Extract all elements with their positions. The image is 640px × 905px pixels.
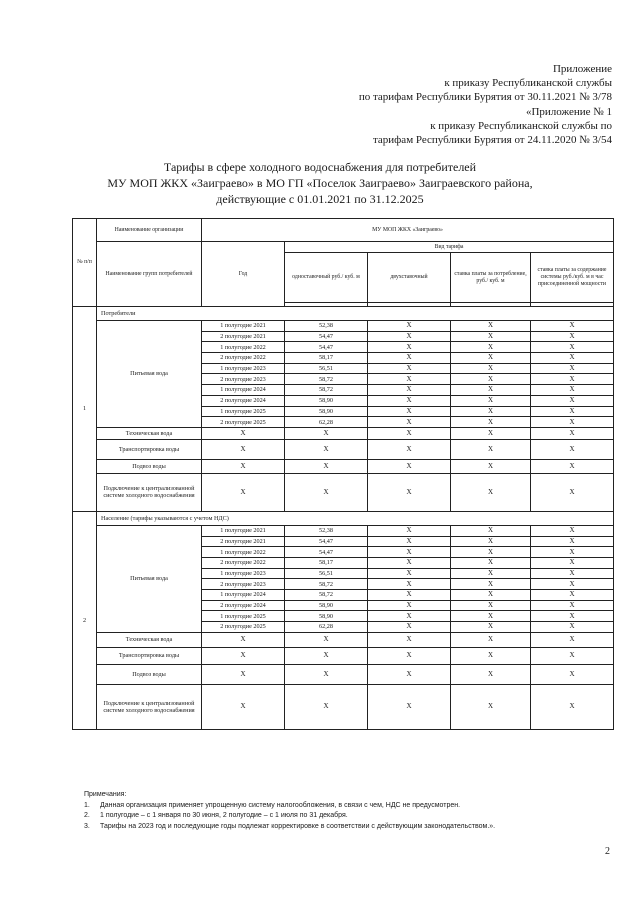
consumption-rate-header: ставка платы за потребление, руб./ куб. м <box>451 253 531 303</box>
x-cell: X <box>531 590 614 601</box>
x-cell: X <box>451 525 531 536</box>
x-cell: X <box>451 622 531 633</box>
x-cell: X <box>451 417 531 428</box>
x-cell: X <box>368 321 451 332</box>
single-rate-value: 58,72 <box>285 579 368 590</box>
x-cell: X <box>531 632 614 647</box>
x-cell: X <box>202 632 285 647</box>
x-cell: X <box>368 664 451 684</box>
x-cell: X <box>368 525 451 536</box>
group-header: Наименование групп потребителей <box>97 242 202 307</box>
x-cell: X <box>531 427 614 439</box>
single-rate-value: 62,28 <box>285 417 368 428</box>
x-cell: X <box>368 342 451 353</box>
period-cell: 1 полугодие 2022 <box>202 547 285 558</box>
drinking-water-label: Питьевая вода <box>97 525 202 632</box>
x-cell: X <box>368 536 451 547</box>
x-cell: X <box>451 611 531 622</box>
x-cell: X <box>531 557 614 568</box>
section-title: Население (тарифы указываются с учетом НДС) <box>97 511 614 525</box>
x-cell: X <box>531 385 614 396</box>
x-cell: X <box>531 321 614 332</box>
period-cell: 1 полугодие 2021 <box>202 321 285 332</box>
other-service-row <box>73 647 614 664</box>
x-cell: X <box>368 406 451 417</box>
x-cell: X <box>531 473 614 511</box>
other-service-row <box>73 473 614 511</box>
period-cell: 1 полугодие 2022 <box>202 342 285 353</box>
x-cell: X <box>368 427 451 439</box>
x-cell: X <box>531 406 614 417</box>
x-cell: X <box>531 664 614 684</box>
x-cell: X <box>285 647 368 664</box>
note-item: 2. 1 полугодие – с 1 января по 30 июня, 2 полугодие – с 1 июля по 31 декабря. <box>84 812 348 819</box>
service-label: Подключение к централизованной системе холодного водоснабжения <box>97 684 202 729</box>
x-cell: X <box>368 363 451 374</box>
x-cell: X <box>531 611 614 622</box>
period-cell: 1 полугодие 2023 <box>202 363 285 374</box>
header-line: к приказу Республиканской службы <box>444 77 612 90</box>
period-cell: 2 полугодие 2024 <box>202 600 285 611</box>
x-cell: X <box>368 395 451 406</box>
x-cell: X <box>368 568 451 579</box>
x-cell: X <box>285 664 368 684</box>
header-line: к приказу Республиканской службы по <box>430 119 612 132</box>
x-cell: X <box>451 374 531 385</box>
period-cell: 1 полугодие 2024 <box>202 590 285 601</box>
tariff-table <box>72 218 614 730</box>
x-cell: X <box>531 353 614 364</box>
x-cell: X <box>451 547 531 558</box>
single-rate-value: 58,72 <box>285 590 368 601</box>
tariff-period-row <box>73 321 614 332</box>
section-title-row <box>73 307 614 321</box>
single-rate-value: 58,90 <box>285 395 368 406</box>
section-title: Потребители <box>97 307 614 321</box>
org-name-header: МУ МОП ЖКХ «Заиграево» <box>202 219 614 242</box>
x-cell: X <box>531 622 614 633</box>
other-service-row <box>73 459 614 473</box>
x-cell: X <box>451 439 531 459</box>
header-line: «Приложение № 1 <box>525 105 612 118</box>
period-cell: 1 полугодие 2025 <box>202 406 285 417</box>
service-label: Подвоз воды <box>97 459 202 473</box>
service-label: Транспортировка воды <box>97 439 202 459</box>
drinking-water-label: Питьевая вода <box>97 321 202 428</box>
x-cell: X <box>368 647 451 664</box>
single-rate-value: 52,38 <box>285 321 368 332</box>
other-service-row <box>73 632 614 647</box>
x-cell: X <box>368 600 451 611</box>
x-cell: X <box>368 590 451 601</box>
x-cell: X <box>368 557 451 568</box>
x-cell: X <box>451 331 531 342</box>
x-cell: X <box>451 647 531 664</box>
year-header: Год <box>202 242 285 307</box>
x-cell: X <box>451 353 531 364</box>
x-cell: X <box>368 632 451 647</box>
x-cell: X <box>531 568 614 579</box>
x-cell: X <box>368 374 451 385</box>
x-cell: X <box>368 331 451 342</box>
x-cell: X <box>285 684 368 729</box>
single-rate-value: 58,90 <box>285 611 368 622</box>
title-line: действующие с 01.01.2021 по 31.12.2025 <box>216 192 424 206</box>
service-label: Транспортировка воды <box>97 647 202 664</box>
period-cell: 2 полугодие 2023 <box>202 579 285 590</box>
x-cell: X <box>368 385 451 396</box>
service-label: Техническая вода <box>97 632 202 647</box>
period-cell: 2 полугодие 2025 <box>202 417 285 428</box>
x-cell: X <box>451 536 531 547</box>
x-cell: X <box>202 459 285 473</box>
service-label: Подключение к централизованной системе холодного водоснабжения <box>97 473 202 511</box>
x-cell: X <box>451 473 531 511</box>
header-line: тарифам Республики Бурятия от 24.11.2020 № 3/54 <box>372 134 612 147</box>
x-cell: X <box>451 459 531 473</box>
single-rate-value: 52,38 <box>285 525 368 536</box>
x-cell: X <box>531 547 614 558</box>
x-cell: X <box>368 439 451 459</box>
period-cell: 1 полугодие 2021 <box>202 525 285 536</box>
x-cell: X <box>531 536 614 547</box>
x-cell: X <box>451 363 531 374</box>
x-cell: X <box>451 664 531 684</box>
x-cell: X <box>451 342 531 353</box>
x-cell: X <box>368 473 451 511</box>
x-cell: X <box>285 439 368 459</box>
period-cell: 1 полугодие 2023 <box>202 568 285 579</box>
header-line: Приложение <box>552 63 612 75</box>
x-cell: X <box>285 459 368 473</box>
x-cell: X <box>531 600 614 611</box>
x-cell: X <box>202 473 285 511</box>
single-rate-value: 54,47 <box>285 342 368 353</box>
section-title-row <box>73 511 614 525</box>
note-item: 3. Тарифы на 2023 год и последующие годы подлежат корректировке в соответствии с действующим законодательством.». <box>84 822 496 830</box>
single-rate-value: 54,47 <box>285 331 368 342</box>
single-rate-value: 58,90 <box>285 406 368 417</box>
period-cell: 2 полугодие 2022 <box>202 557 285 568</box>
x-cell: X <box>285 632 368 647</box>
kind-header: Вид тарифа <box>285 242 614 253</box>
period-cell: 2 полугодие 2022 <box>202 353 285 364</box>
x-cell: X <box>285 427 368 439</box>
x-cell: X <box>451 600 531 611</box>
period-cell: 2 полугодие 2025 <box>202 622 285 633</box>
single-rate-value: 56,51 <box>285 363 368 374</box>
period-cell: 2 полугодие 2021 <box>202 331 285 342</box>
x-cell: X <box>531 647 614 664</box>
x-cell: X <box>368 547 451 558</box>
single-rate-value: 58,17 <box>285 557 368 568</box>
x-cell: X <box>451 395 531 406</box>
x-cell: X <box>531 374 614 385</box>
x-cell: X <box>368 459 451 473</box>
period-cell: 2 полугодие 2023 <box>202 374 285 385</box>
x-cell: X <box>368 353 451 364</box>
title-line: Тарифы в сфере холодного водоснабжения для потребителей <box>163 160 477 174</box>
x-cell: X <box>531 525 614 536</box>
x-cell: X <box>531 331 614 342</box>
period-cell: 1 полугодие 2024 <box>202 385 285 396</box>
header-line: по тарифам Республики Бурятия от 30.11.2021 № 3/78 <box>358 91 612 104</box>
section-number: 2 <box>73 511 97 729</box>
x-cell: X <box>451 385 531 396</box>
x-cell: X <box>531 459 614 473</box>
x-cell: X <box>451 568 531 579</box>
table-header-row <box>73 242 614 253</box>
note-item: 1. Данная организация применяет упрощенную систему налогообложения, в связи с чем, НДС не предусмотрен. <box>84 801 461 809</box>
x-cell: X <box>202 664 285 684</box>
single-rate-value: 56,51 <box>285 568 368 579</box>
single-rate-value: 58,72 <box>285 374 368 385</box>
maintenance-rate-header: ставка платы за содержание системы руб./куб. м в час присоединенной мощности <box>531 253 614 303</box>
double-rate-header: двухставочный <box>368 253 451 303</box>
x-cell: X <box>202 439 285 459</box>
x-cell: X <box>451 406 531 417</box>
other-service-row <box>73 439 614 459</box>
single-rate-value: 58,17 <box>285 353 368 364</box>
other-service-row <box>73 664 614 684</box>
section-number: 1 <box>73 307 97 512</box>
x-cell: X <box>531 417 614 428</box>
single-rate-value: 62,28 <box>285 622 368 633</box>
table-header-row <box>73 219 614 242</box>
document-title <box>0 159 640 207</box>
notes <box>84 790 495 832</box>
x-cell: X <box>202 684 285 729</box>
x-cell: X <box>202 647 285 664</box>
x-cell: X <box>531 342 614 353</box>
title-line: МУ МОП ЖКХ «Заиграево» в МО ГП «Поселок Заиграево» Заиграевского района, <box>107 176 533 190</box>
x-cell: X <box>285 473 368 511</box>
service-label: Техническая вода <box>97 427 202 439</box>
x-cell: X <box>202 427 285 439</box>
service-label: Подвоз воды <box>97 664 202 684</box>
single-rate-value: 58,90 <box>285 600 368 611</box>
other-service-row <box>73 427 614 439</box>
approval-header <box>359 62 612 147</box>
single-rate-value: 54,47 <box>285 536 368 547</box>
single-rate-value: 54,47 <box>285 547 368 558</box>
period-cell: 1 полугодие 2025 <box>202 611 285 622</box>
period-cell: 2 полугодие 2021 <box>202 536 285 547</box>
x-cell: X <box>368 417 451 428</box>
x-cell: X <box>451 579 531 590</box>
x-cell: X <box>368 611 451 622</box>
org-label-header: Наименование организации <box>97 219 202 242</box>
x-cell: X <box>451 321 531 332</box>
x-cell: X <box>451 427 531 439</box>
x-cell: X <box>451 557 531 568</box>
x-cell: X <box>531 684 614 729</box>
x-cell: X <box>368 579 451 590</box>
x-cell: X <box>531 439 614 459</box>
x-cell: X <box>368 622 451 633</box>
x-cell: X <box>531 363 614 374</box>
x-cell: X <box>451 684 531 729</box>
single-rate-value: 58,72 <box>285 385 368 396</box>
x-cell: X <box>531 395 614 406</box>
notes-title: Примечания: <box>84 791 127 798</box>
single-rate-header: одноставочный руб./ куб. м <box>285 253 368 303</box>
other-service-row <box>73 684 614 729</box>
x-cell: X <box>451 632 531 647</box>
x-cell: X <box>531 579 614 590</box>
x-cell: X <box>368 684 451 729</box>
num-header: № п/п <box>73 219 97 307</box>
period-cell: 2 полугодие 2024 <box>202 395 285 406</box>
x-cell: X <box>451 590 531 601</box>
tariff-period-row <box>73 525 614 536</box>
page-number: 2 <box>605 846 610 857</box>
